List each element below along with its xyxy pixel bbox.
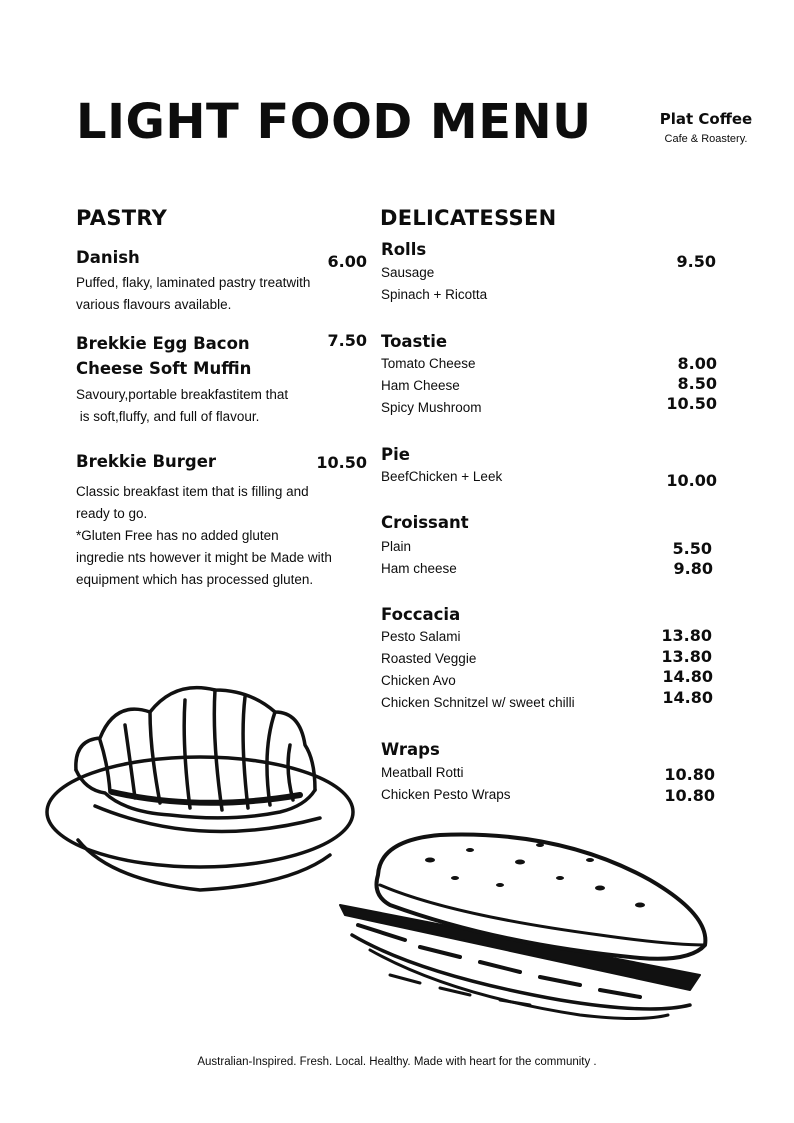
desc-line: ingredie nts however it might be Made with (76, 550, 332, 565)
name-line: Cheese Soft Muffin (76, 359, 252, 378)
deli-category-rolls: Rolls (381, 240, 427, 259)
deli-item: Chicken Pesto Wraps (381, 787, 511, 802)
deli-category-croissant: Croissant (381, 513, 469, 532)
deli-price: 8.00 (677, 354, 717, 373)
deli-item: Sausage (381, 265, 435, 280)
deli-price: 14.80 (662, 667, 713, 686)
pastry-item-price: 7.50 (327, 331, 367, 350)
desc-line: Puffed, flaky, laminated pastry treatwith (76, 275, 311, 290)
deli-price: 10.80 (664, 786, 715, 805)
pastry-item-name: Brekkie Burger (76, 452, 217, 471)
footer-tagline: Australian-Inspired. Fresh. Local. Healthy. Made with heart for the community . (197, 1056, 597, 1068)
desc-line: various flavours available. (76, 297, 232, 312)
burger-icon (340, 835, 705, 1019)
desc-line: ready to go. (76, 506, 148, 521)
deli-category-foccacia: Foccacia (381, 605, 461, 624)
deli-item: Ham cheese (381, 561, 457, 576)
deli-price: 10.80 (664, 765, 715, 784)
deli-item: Plain (381, 539, 412, 554)
desc-line: Classic breakfast item that is filling and (76, 484, 309, 499)
desc-line: Savoury,portable breakfastitem that (76, 387, 289, 402)
desc-line: equipment which has processed gluten. (76, 572, 314, 587)
deli-category-toastie: Toastie (381, 332, 448, 351)
deli-price: 10.50 (666, 394, 717, 413)
deli-item: BeefChicken + Leek (381, 469, 503, 484)
pastry-heading: PASTRY (76, 206, 168, 230)
desc-line: *Gluten Free has no added gluten (76, 528, 279, 543)
deli-price: 10.00 (666, 471, 717, 490)
deli-item: Chicken Schnitzel w/ sweet chilli (381, 695, 575, 710)
brand-name: Plat Coffee (659, 110, 753, 128)
deli-category-wraps: Wraps (381, 740, 440, 759)
pastry-item-name: Danish (76, 248, 140, 267)
deli-price: 14.80 (662, 688, 713, 707)
deli-category-pie: Pie (381, 445, 410, 464)
deli-heading: DELICATESSEN (380, 206, 557, 230)
deli-item: Ham Cheese (381, 378, 460, 393)
brand-tagline: Cafe & Roastery. (664, 133, 748, 145)
croissant-plate-icon (47, 688, 353, 890)
deli-price: 9.50 (676, 252, 716, 271)
deli-price: 5.50 (672, 539, 712, 558)
deli-item: Spicy Mushroom (381, 400, 482, 415)
pastry-item-price: 10.50 (316, 453, 367, 472)
name-line: Brekkie Egg Bacon (76, 334, 250, 353)
deli-item: Pesto Salami (381, 629, 461, 644)
deli-item: Spinach + Ricotta (381, 287, 488, 302)
deli-item: Chicken Avo (381, 673, 456, 688)
pastry-item-price: 6.00 (327, 252, 367, 271)
deli-price: 13.80 (661, 626, 712, 645)
deli-item: Meatball Rotti (381, 765, 464, 780)
desc-line: is soft,fluffy, and full of flavour. (76, 409, 260, 424)
deli-price: 9.80 (673, 559, 713, 578)
menu-title: LIGHT FOOD MENU (76, 94, 592, 150)
deli-item: Tomato Cheese (381, 356, 476, 371)
deli-price: 8.50 (677, 374, 717, 393)
deli-item: Roasted Veggie (381, 651, 477, 666)
deli-price: 13.80 (661, 647, 712, 666)
